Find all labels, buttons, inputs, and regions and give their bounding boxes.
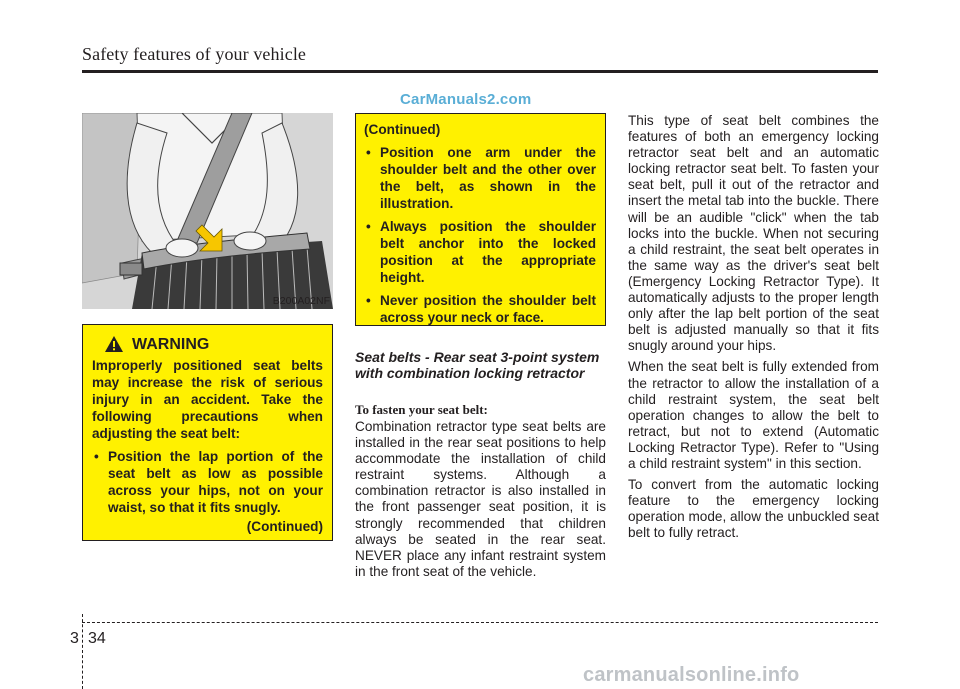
watermark-top: CarManuals2.com xyxy=(400,91,532,108)
section-body xyxy=(355,419,606,580)
warning-intro: Improperly positioned seat belts may increase the risk of serious injury in an accident. Take the following precautions when adjusting the seat belt: xyxy=(92,358,323,441)
body-paragraph: When the seat belt is fully extended from the retractor to allow the installation of a child restraint system, the seat belt operation changes to allow the belt to retract, but not to extend (Automatic Locking Retractor Type). Refer to "Using a child restraint system" in this section. xyxy=(628,359,879,471)
page-number: 34 xyxy=(88,630,106,647)
body-paragraph: Combination retractor type seat belts are installed in the rear seat positions to help accommodate the installation of child restraint systems. Although a combination retractor is also installed in the front passenger seat position, it is strongly recommended that children always be seated in the rear seat. NEVER place any infant restraint system in the front seat of the vehicle. xyxy=(355,419,606,579)
continued-head: (Continued) xyxy=(364,122,441,137)
warning-box xyxy=(82,324,333,541)
warning-header xyxy=(104,335,323,353)
warning-continued: (Continued) xyxy=(246,519,323,534)
page-header-title: Safety features of your vehicle xyxy=(82,44,307,64)
right-column xyxy=(628,113,879,546)
continued-bullet: • Always position the shoulder belt anchor into the locked position at the appropriate height. xyxy=(364,218,596,286)
section-subheading: To fasten your seat belt: xyxy=(355,402,488,417)
warning-triangle-icon xyxy=(104,335,124,353)
continued-bullet: • Never position the shoulder belt across your neck or face. xyxy=(364,292,596,326)
page-section-number: 3 xyxy=(70,630,79,647)
continued-bullet: • Position one arm under the shoulder belt and the other over the belt, as shown in the illustration. xyxy=(364,144,596,212)
warning-title: WARNING xyxy=(132,335,210,353)
page-divider xyxy=(82,614,83,689)
warning-bullet: • Position the lap portion of the seat belt as low as possible across your hips, not on your waist, so that it fits snugly. xyxy=(92,448,323,516)
continued-warning-box xyxy=(355,113,606,326)
section-heading: Seat belts - Rear seat 3-point system with combination locking retractor xyxy=(355,349,600,381)
illustration-drawing xyxy=(82,113,333,309)
footer-rule xyxy=(82,622,878,623)
body-paragraph: This type of seat belt combines the features of both an emergency locking retractor seat belt and an automatic locking retractor seat belt. To fasten your seat belt, pull it out of the retractor and insert the metal tab into the buckle. There will be an audible "click" when the tab locks into the buckle. When not securing a child restraint, the seat belt operates in the same way as the driver's seat belt (Emergency Locking Retractor Type). It automatically adjusts to the proper length only after the lap belt portion of the seat belt is adjusted manually so that it fits snugly around your hips. xyxy=(628,113,879,354)
seat-belt-illustration xyxy=(82,113,333,309)
body-paragraph: To convert from the automatic locking feature to the emergency locking operation mode, allow the unbuckled seat belt to fully retract. xyxy=(628,477,879,541)
header-rule xyxy=(82,70,878,73)
figure-code: B200A02NF xyxy=(272,295,330,307)
watermark-bottom: carmanualsonline.info xyxy=(583,664,800,686)
